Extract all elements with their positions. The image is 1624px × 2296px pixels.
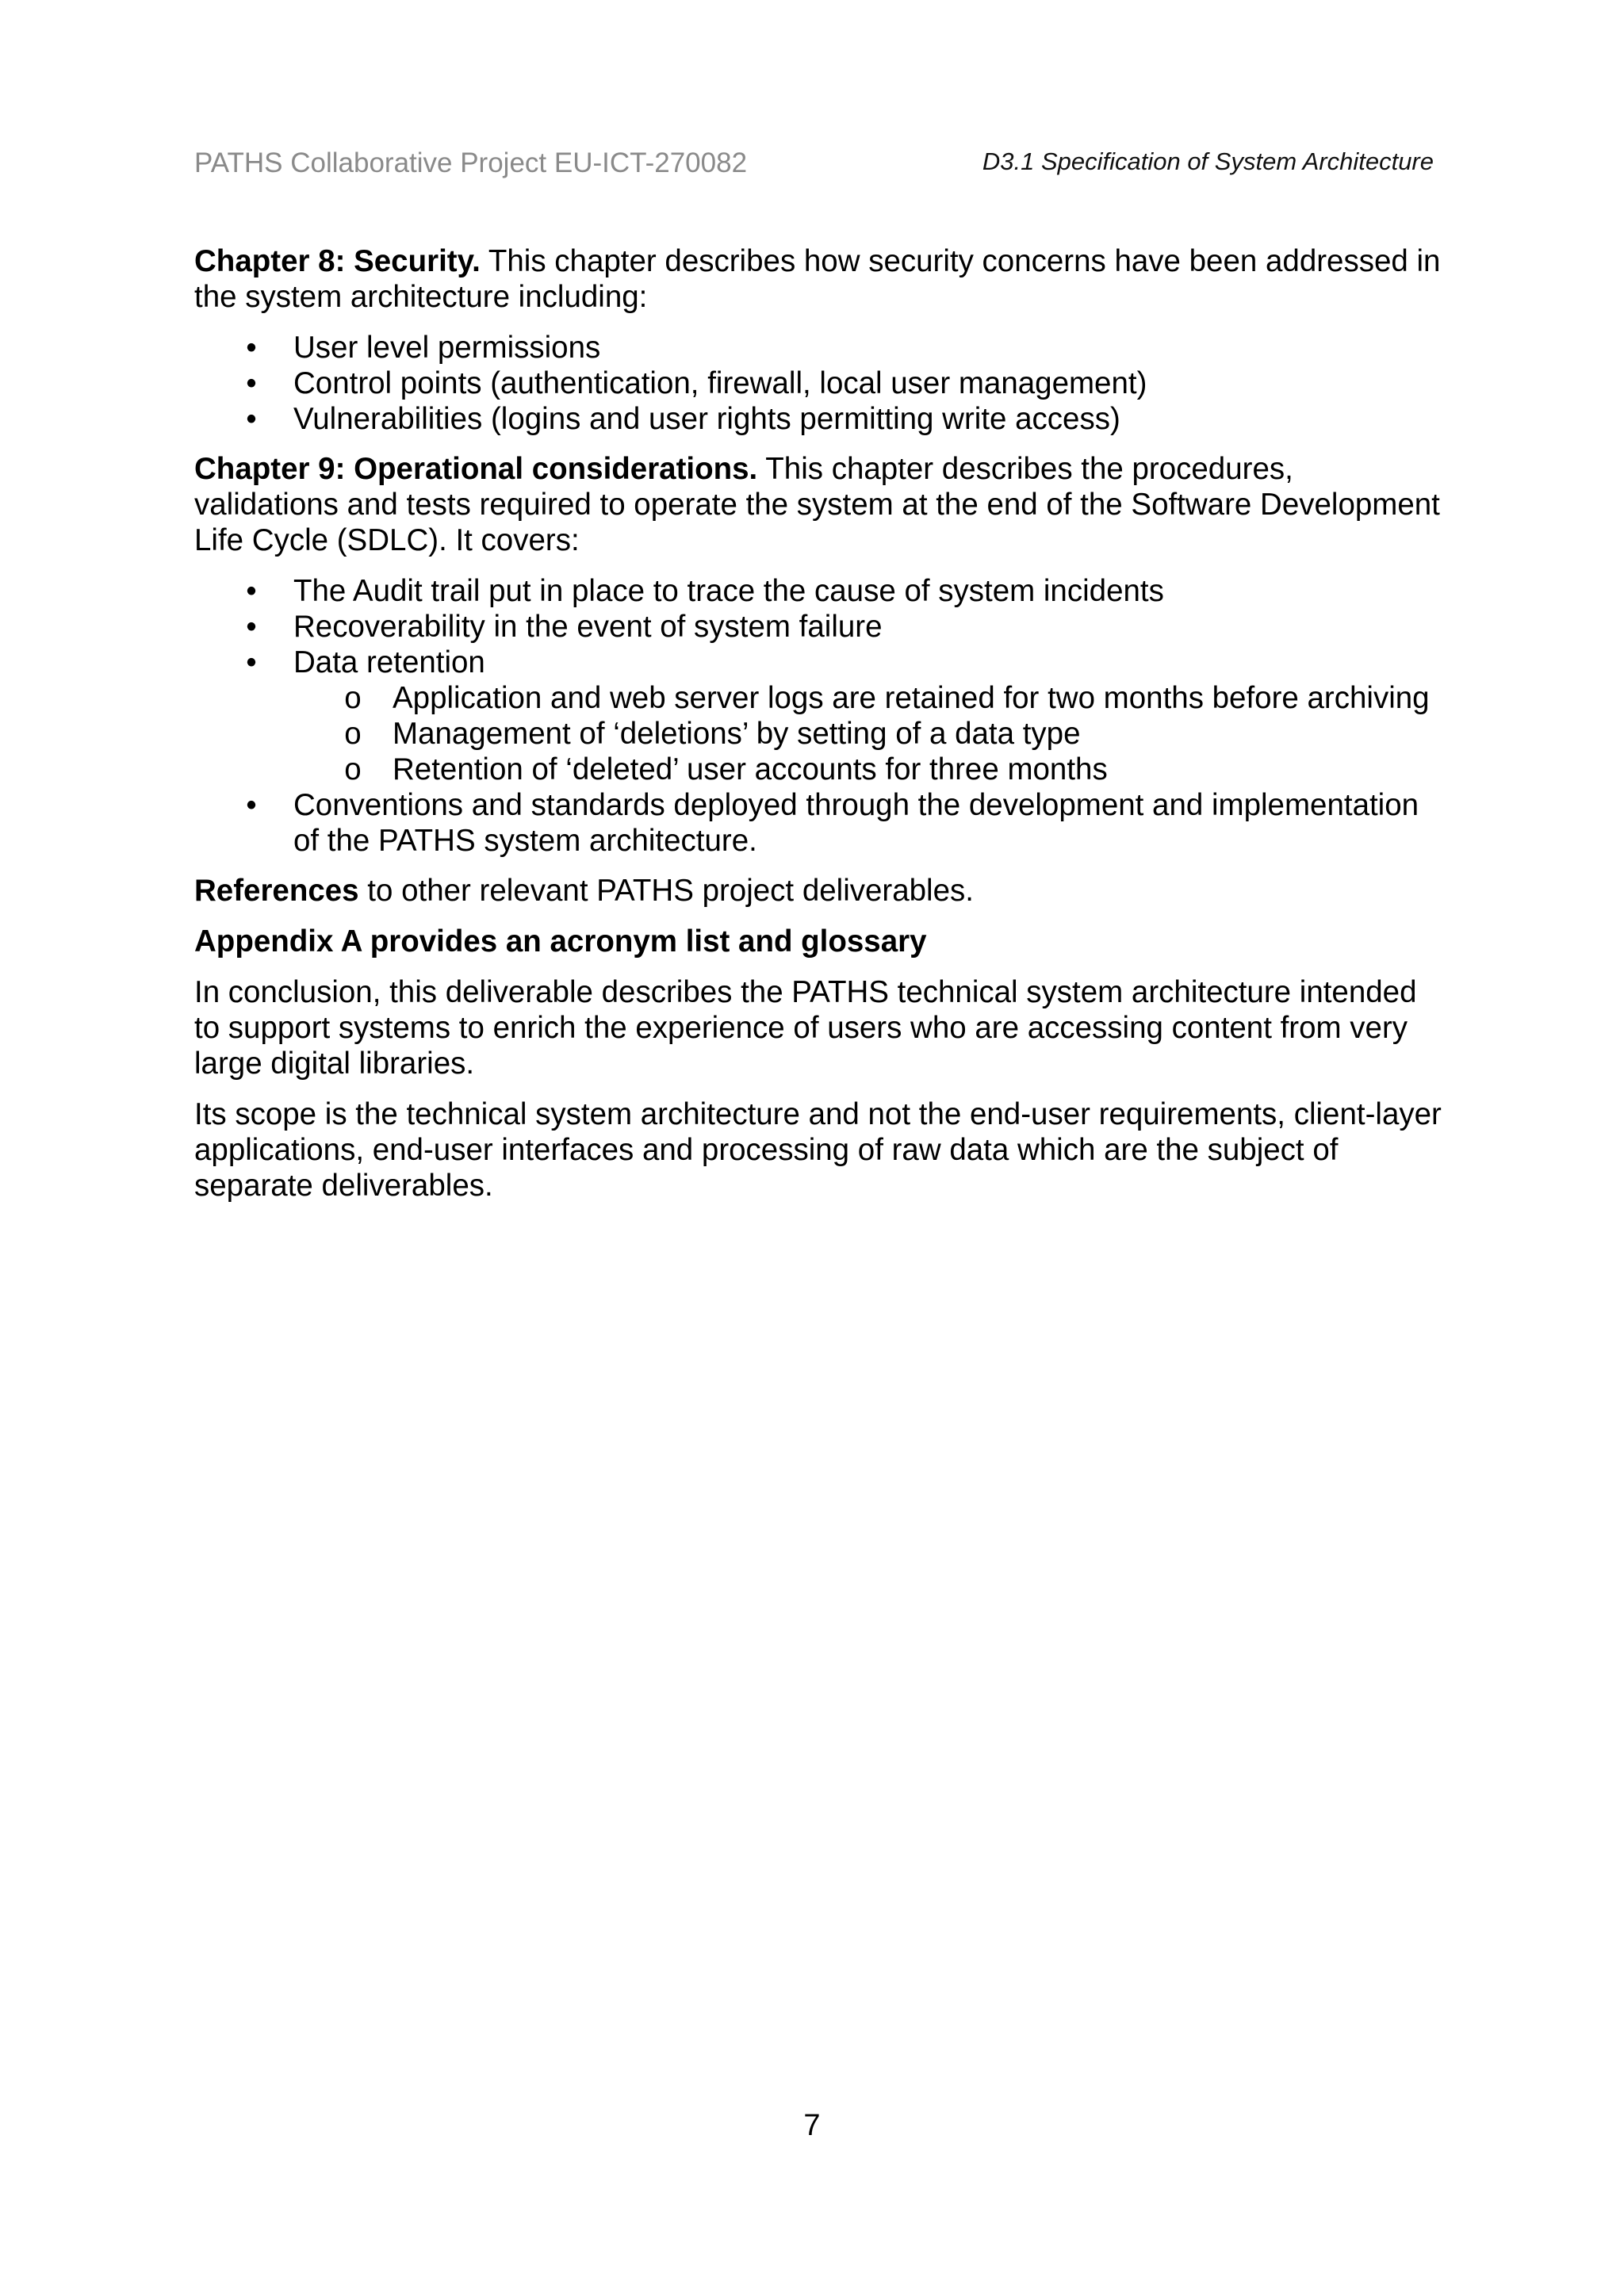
bullet-marker: • — [246, 331, 257, 365]
list-item-text: Data retention — [293, 645, 485, 679]
list-item — [194, 573, 1443, 609]
header-deliverable: D3.1 Specification of System Architecture — [982, 147, 1434, 175]
list-item — [194, 787, 1443, 859]
appendix-paragraph — [194, 924, 1443, 959]
sub-list-item-text: Management of ‘deletions’ by setting of a data type — [393, 717, 1081, 751]
chapter8-heading: Chapter 8: Security. — [194, 244, 481, 278]
list-item-text: Recoverability in the event of system failure — [293, 610, 883, 644]
list-item — [194, 609, 1443, 645]
list-item — [194, 401, 1443, 437]
chapter8-text: This chapter describes how security concerns have been addressed in the system architecture including: — [194, 244, 1441, 314]
document-body — [194, 243, 1443, 1219]
list-item-text: Vulnerabilities (logins and user rights permitting write access) — [293, 402, 1120, 436]
list-item-text: Conventions and standards deployed through the development and implementation of the PATHS system architecture. — [293, 788, 1419, 858]
appendix-heading: Appendix A provides an acronym list and glossary — [194, 924, 927, 959]
page-number: 7 — [803, 2109, 821, 2142]
bullet-marker: • — [246, 574, 257, 608]
chapter9-heading: Chapter 9: Operational considerations. — [194, 452, 758, 486]
sub-list-item-text: Application and web server logs are retained for two months before archiving — [393, 681, 1430, 715]
list-item — [194, 365, 1443, 401]
sub-list-item — [293, 680, 1443, 716]
chapter9-paragraph — [194, 451, 1443, 558]
bullet-marker: • — [246, 366, 257, 400]
chapter9-bullet-list — [194, 573, 1443, 859]
sub-bullet-marker: o — [344, 681, 362, 715]
references-text: to other relevant PATHS project deliverables. — [358, 874, 974, 908]
chapter8-paragraph — [194, 243, 1443, 315]
references-heading: References — [194, 874, 359, 908]
list-item — [194, 645, 1443, 787]
list-item-text: The Audit trail put in place to trace the cause of system incidents — [293, 574, 1164, 608]
sub-list-item-text: Retention of ‘deleted’ user accounts for three months — [393, 752, 1108, 786]
scope-paragraph: Its scope is the technical system architecture and not the end-user requirements, client-layer applications, end-user interfaces and processing of raw data which are the subject of separate deliverables. — [194, 1097, 1442, 1203]
bullet-marker: • — [246, 788, 257, 822]
bullet-marker: • — [246, 645, 257, 679]
conclusion-paragraph: In conclusion, this deliverable describes the PATHS technical system architecture intended to support systems to enrich the experience of users who are accessing content from very large digital libraries. — [194, 975, 1417, 1081]
bullet-marker: • — [246, 402, 257, 436]
bullet-marker: • — [246, 610, 257, 644]
list-item-text: User level permissions — [293, 331, 601, 365]
list-item — [194, 330, 1443, 365]
references-paragraph — [194, 873, 1443, 909]
data-retention-sub-list — [293, 680, 1443, 787]
list-item-text: Control points (authentication, firewall, local user management) — [293, 366, 1147, 400]
sub-bullet-marker: o — [344, 717, 362, 751]
sub-list-item — [293, 716, 1443, 752]
chapter9-text: This chapter describes the procedures, validations and tests required to operate the system at the end of the Software Development Life Cycle (SDLC). It covers: — [194, 452, 1440, 557]
header-project: PATHS Collaborative Project EU-ICT-270082 — [194, 147, 748, 178]
sub-list-item — [293, 752, 1443, 787]
sub-bullet-marker: o — [344, 752, 362, 786]
chapter8-bullet-list — [194, 330, 1443, 437]
